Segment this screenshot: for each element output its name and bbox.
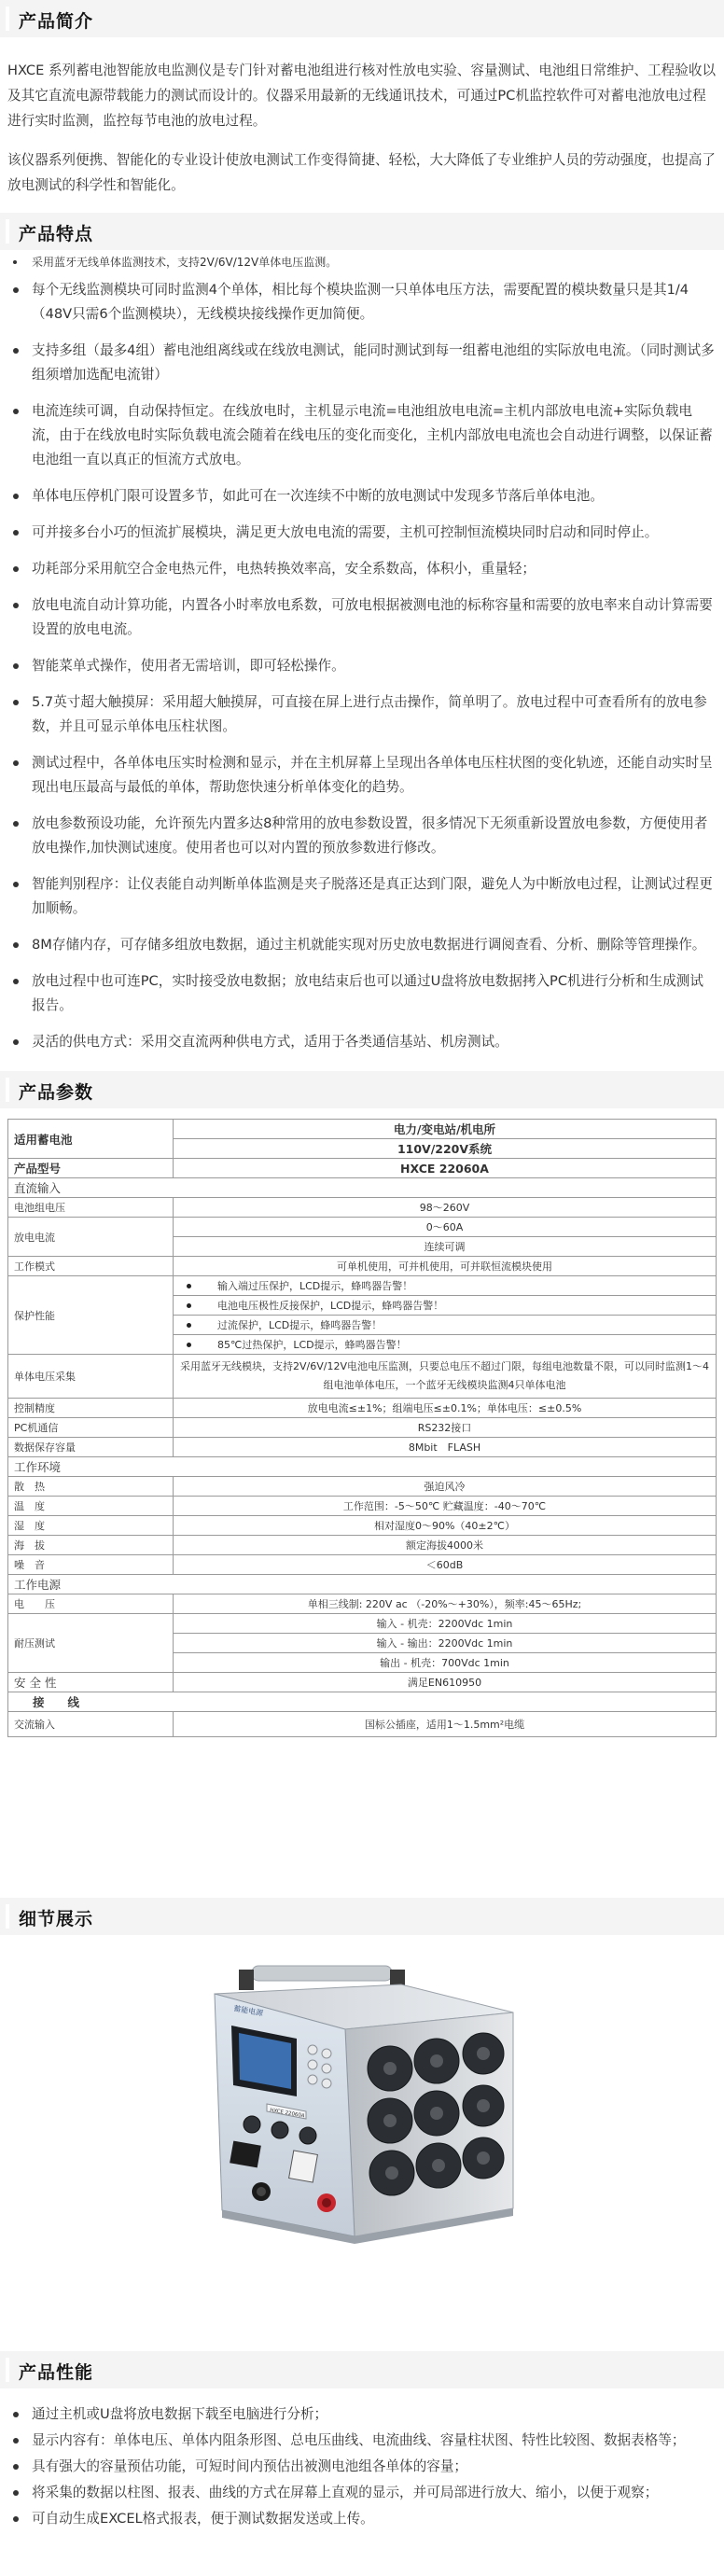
bullet-icon: [13, 760, 19, 766]
safety-label: 安 全 性: [8, 1673, 174, 1692]
protection-item: 85℃过热保护，LCD提示，蜂鸣器告警！: [174, 1335, 717, 1355]
altitude-value: 额定海拔4000米: [174, 1536, 717, 1555]
bullet-icon: [13, 2490, 19, 2496]
battery-voltage-label: 电池组电压: [8, 1198, 174, 1218]
feature-item: [7, 278, 717, 327]
feature-text: 5.7英寸超大触摸屏：采用超大触摸屏，可直接在屏上进行点击操作，简单明了。放电过程中可查看所有的放电参数，并且可显示单体电压柱状图。: [32, 694, 707, 734]
wiring-heading: 接 线: [8, 1692, 717, 1712]
bullet-icon: [13, 979, 19, 984]
section-header-params: [0, 1071, 724, 1108]
performance-item: [7, 2429, 717, 2452]
feature-text: 单体电压停机门限可设置多节，如此可在一次连续不中断的放电测试中发现多节落后单体电池。: [32, 488, 604, 504]
product-photo: [187, 1956, 541, 2246]
feature-text: 可并接多台小巧的恒流扩展模块，满足更大放电电流的需要，主机可控制恒流模块同时启动和同时停止。: [32, 524, 659, 540]
withstand-value: 输入 - 机壳：2200Vdc 1min: [174, 1614, 717, 1634]
noise-value: ＜60dB: [174, 1555, 717, 1575]
bullet-icon: [13, 530, 19, 536]
safety-value: 满足EN610950: [174, 1673, 717, 1692]
temperature-value: 工作范围：-5～50℃ 贮藏温度：-40～70℃: [174, 1497, 717, 1516]
performance-text: 具有强大的容量预估功能，可短时间内预估出被测电池组各单体的容量；: [32, 2458, 468, 2474]
ac-input-label: 交流输入: [8, 1712, 174, 1737]
withstand-label: 耐压测试: [8, 1614, 174, 1673]
bullet-icon: [13, 1039, 19, 1045]
protection-item: 输入端过压保护，LCD提示，蜂鸣器告警！: [174, 1276, 717, 1296]
bullet-icon: [13, 287, 19, 293]
performance-text: 显示内容有：单体电压、单体内阻条形图、总电压曲线、电流曲线、容量柱状图、特性比较图、数据表格等；: [32, 2432, 686, 2448]
section-title-features: 产品特点: [19, 224, 94, 244]
ac-input-value: 国标公插座，适用1～1.5mm²电缆: [174, 1712, 717, 1737]
applicable-value-1: 电力/变电站/机电所: [174, 1120, 717, 1139]
feature-item: [7, 690, 717, 739]
performance-list: [7, 2402, 717, 2533]
storage-label: 数据保存容量: [8, 1438, 174, 1457]
feature-item: [7, 521, 717, 545]
bullet-icon: [13, 2516, 19, 2522]
battery-voltage-value: 98～260V: [174, 1198, 717, 1218]
cooling-label: 散 热: [8, 1477, 174, 1497]
feature-item: [7, 399, 717, 472]
feature-text: 采用蓝牙无线单体监测技术，支持2V/6V/12V单体电压监测。: [32, 256, 338, 269]
protection-label: 保护性能: [8, 1276, 174, 1355]
feature-text: 放电电流自动计算功能，内置各小时率放电系数，可放电根据被测电池的标称容量和需要的放电率来自动计算需要设置的放电电流。: [32, 597, 713, 637]
cell-voltage-value: 采用蓝牙无线模块，支持2V/6V/12V电池电压监测，只要总电压不超过门限，每组电池数量不限，可以同时监测1～4组电池单体电压，一个蓝牙无线模块监测4只单体电池: [174, 1355, 717, 1399]
bullet-icon: [13, 821, 19, 827]
feature-item: [7, 1030, 717, 1054]
feature-item: [7, 933, 717, 957]
humidity-value: 相对湿度0～90%（40±2℃）: [174, 1516, 717, 1536]
performance-text: 将采集的数据以柱图、报表、曲线的方式在屏幕上直观的显示，并可局部进行放大、缩小，以便于观察；: [32, 2485, 659, 2500]
bullet-icon: [13, 409, 19, 414]
bullet-icon: [13, 2464, 19, 2470]
power-heading: 工作电源: [8, 1575, 717, 1594]
work-mode-label: 工作模式: [8, 1257, 174, 1276]
feature-text: 8M存储内存，可存储多组放电数据，通过主机就能实现对历史放电数据进行调阅查看、分析、删除等管理操作。: [32, 937, 706, 953]
bullet-icon: [13, 494, 19, 499]
altitude-label: 海 拔: [8, 1536, 174, 1555]
section-title-performance: 产品性能: [19, 2362, 94, 2383]
feature-item: [7, 484, 717, 508]
feature-item: [7, 593, 717, 642]
feature-text: 放电过程中也可连PC，实时接受放电数据；放电结束后也可以通过U盘将放电数据拷入PC机进行分析和生成测试报告。: [32, 973, 703, 1013]
bullet-icon: [13, 882, 19, 887]
section-header-performance: [0, 2351, 724, 2388]
bullet-icon: [13, 942, 19, 948]
feature-text: 支持多组（最多4组）蓄电池组离线或在线放电测试，能同时测试到每一组蓄电池组的实际放电电流。（同时测试多组须增加选配电流钳）: [32, 342, 715, 383]
feature-text: 智能判别程序：让仪表能自动判断单体监测是夹子脱落还是真正达到门限，避免人为中断放电过程，让测试过程更加顺畅。: [32, 876, 713, 916]
pc-comm-value: RS232接口: [174, 1418, 717, 1438]
performance-item: [7, 2455, 717, 2478]
section-title-details: 细节展示: [19, 1909, 94, 1929]
model-plate: HXCE 22060A: [269, 2108, 305, 2120]
feature-text: 测试过程中，各单体电压实时检测和显示，并在主机屏幕上呈现出各单体电压柱状图的变化轨迹，还能自动实时呈现出电压最高与最低的单体，帮助您快速分析单体变化的趋势。: [32, 755, 713, 795]
feature-item: [7, 654, 717, 678]
bullet-icon: [13, 348, 19, 354]
section-header-details: [0, 1898, 724, 1935]
feature-item: [7, 872, 717, 921]
withstand-value: 输入 - 输出：2200Vdc 1min: [174, 1634, 717, 1653]
performance-item: [7, 2507, 717, 2530]
section-header-features: [0, 213, 724, 250]
brand-logo: 蓄能电源: [232, 2004, 264, 2018]
applicable-label: 适用蓄电池: [8, 1120, 174, 1159]
environment-heading: 工作环境: [8, 1457, 717, 1477]
performance-text: 可自动生成EXCEL格式报表，便于测试数据发送或上传。: [32, 2511, 374, 2527]
bullet-icon: [13, 566, 19, 572]
params-table: [7, 1119, 717, 1737]
feature-text: 灵活的供电方式：采用交直流两种供电方式，适用于各类通信基站、机房测试。: [32, 1034, 508, 1050]
protection-item: 电池电压极性反接保护，LCD提示，蜂鸣器告警！: [174, 1296, 717, 1316]
feature-text: 电流连续可调，自动保持恒定。在线放电时，主机显示电流=电池组放电电流=主机内部放电电流+实际负载电流，由于在线放电时实际负载电流会随着在线电压的变化而变化，主机内部放电电流也会自动进行调整，以保证蓄电池组一直以真正的恒流方式放电。: [32, 403, 713, 467]
model-value: HXCE 22060A: [174, 1159, 717, 1178]
bullet-icon: [13, 663, 19, 669]
discharge-current-value-1: 0～60A: [174, 1218, 717, 1237]
dc-input-heading: 直流输入: [8, 1178, 717, 1198]
pc-comm-label: PC机通信: [8, 1418, 174, 1438]
feature-item: [7, 339, 717, 387]
temperature-label: 温 度: [8, 1497, 174, 1516]
feature-text: 放电参数预设功能，允许预先内置多达8种常用的放电参数设置，很多情况下无须重新设置放电参数，方便使用者放电操作,加快测试速度。使用者也可以对内置的预放参数进行修改。: [32, 815, 708, 856]
humidity-label: 湿 度: [8, 1516, 174, 1536]
feature-text: 智能菜单式操作，使用者无需培训，即可轻松操作。: [32, 658, 345, 674]
performance-item: [7, 2402, 717, 2426]
performance-text: 通过主机或U盘将放电数据下载至电脑进行分析；: [32, 2406, 328, 2422]
precision-label: 控制精度: [8, 1399, 174, 1418]
section-header-intro: [0, 0, 724, 37]
section-title-params: 产品参数: [19, 1082, 94, 1103]
cell-voltage-label: 单体电压采集: [8, 1355, 174, 1399]
feature-item: [7, 254, 717, 271]
feature-item: [7, 812, 717, 860]
cooling-value: 强迫风冷: [174, 1477, 717, 1497]
feature-item: [7, 557, 717, 581]
bullet-icon: [13, 603, 19, 608]
protection-item: 过流保护，LCD提示，蜂鸣器告警！: [174, 1316, 717, 1335]
work-mode-value: 可单机使用，可并机使用，可并联恒流模块使用: [174, 1257, 717, 1276]
performance-item: [7, 2481, 717, 2504]
feature-list: [7, 254, 717, 1066]
bullet-icon: [13, 2412, 19, 2417]
model-label: 产品型号: [8, 1159, 174, 1178]
withstand-value: 输出 - 机壳：700Vdc 1min: [174, 1653, 717, 1673]
section-title-intro: 产品简介: [19, 11, 94, 32]
storage-value: 8Mbit FLASH: [174, 1438, 717, 1457]
applicable-value-2: 110V/220V系统: [174, 1139, 717, 1159]
voltage-label: 电 压: [8, 1594, 174, 1614]
bullet-icon: [13, 2438, 19, 2444]
noise-label: 噪 音: [8, 1555, 174, 1575]
feature-text: 每个无线监测模块可同时监测4个单体，相比每个模块监测一只单体电压方法，需要配置的模块数量只是其1/4（48V只需6个监测模块），无线模块接线操作更加简便。: [32, 282, 689, 322]
feature-item: [7, 751, 717, 800]
feature-item: [7, 969, 717, 1018]
feature-text: 功耗部分采用航空合金电热元件，电热转换效率高，安全系数高，体积小，重量轻；: [32, 561, 536, 577]
intro-paragraph-1: HXCE 系列蓄电池智能放电监测仪是专门针对蓄电池组进行核对性放电实验、容量测试、电池组日常维护、工程验收以及其它直流电源带载能力的测试而设计的。仪器采用最新的无线通讯技术，可通过PC机监控软件可对蓄电池放电过程进行实时监测，监控每节电池的放电过程。: [7, 63, 717, 129]
intro-paragraph-2: 该仪器系列便携、智能化的专业设计使放电测试工作变得简捷、轻松，大大降低了专业维护人员的劳动强度，也提高了放电测试的科学性和智能化。: [7, 152, 716, 193]
bullet-icon: [13, 700, 19, 705]
discharge-current-label: 放电电流: [8, 1218, 174, 1257]
discharge-current-value-2: 连续可调: [174, 1237, 717, 1257]
voltage-value: 单相三线制: 220V ac （-20%～+30%），频率:45～65Hz;: [174, 1594, 717, 1614]
bullet-icon: [13, 260, 17, 264]
precision-value: 放电电流≤±1%；组端电压≤±0.1%；单体电压：≤±0.5%: [174, 1399, 717, 1418]
